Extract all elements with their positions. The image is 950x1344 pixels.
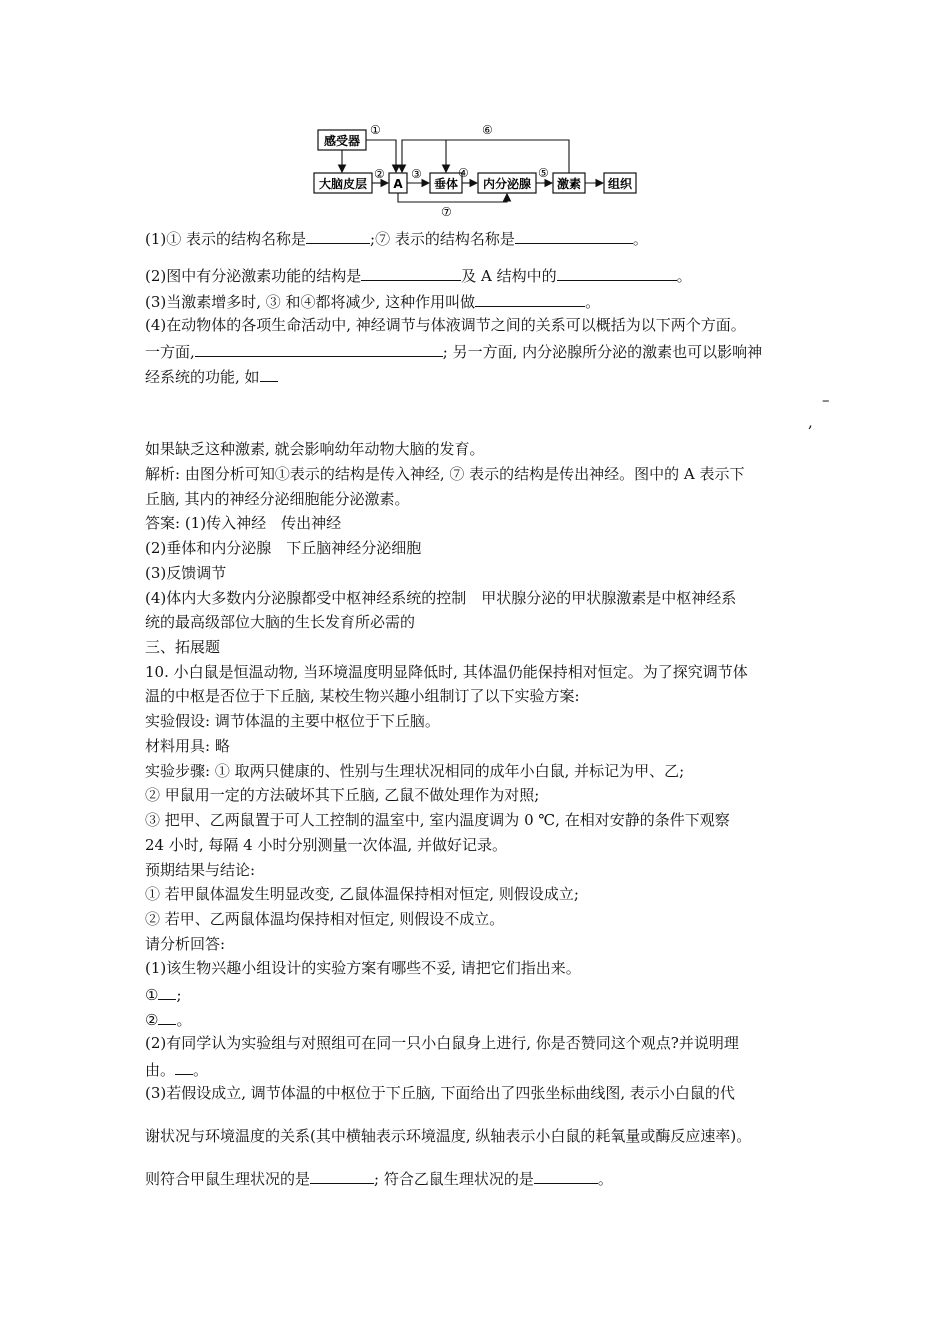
label-4: ④ xyxy=(458,166,469,180)
q9-p4-text-c: ; 另一方面, 内分泌腺所分泌的激素也可以影响神 xyxy=(442,343,763,361)
q10-line15 xyxy=(145,1007,191,1031)
q10-l17-text-b: 。 xyxy=(193,1061,209,1079)
q10-line3: 实验假设: 调节体温的主要中枢位于下丘脑。 xyxy=(145,712,440,730)
answer-line2: (2)垂体和内分泌腺 下丘脑神经分泌细胞 xyxy=(145,539,422,557)
answer-line4a: (4)体内大多数内分泌腺都受中枢神经系统的控制 甲状腺分泌的甲状腺激素是中枢神经系 xyxy=(145,589,737,607)
q9-part2 xyxy=(145,263,692,287)
label-3: ③ xyxy=(411,167,422,181)
answer-blank[interactable] xyxy=(158,1007,176,1025)
q10-line4: 材料用具: 略 xyxy=(145,737,230,755)
answer-line4b: 统的最高级部位大脑的生长发育所必需的 xyxy=(145,613,416,631)
q9-part3 xyxy=(145,289,600,313)
q10-line13: (1)该生物兴趣小组设计的实验方案有哪些不妥, 请把它们指出来。 xyxy=(145,959,581,977)
q10-line7: ③ 把甲、乙两鼠置于可人工控制的温室中, 室内温度调为 0 ℃, 在相对安静的条件下观察 xyxy=(145,811,730,829)
q9-part4-line3 xyxy=(145,364,278,388)
q9-p1-text-c: 。 xyxy=(632,230,648,248)
stray-dash-mark: – xyxy=(822,391,830,409)
q9-p1-text-b: ;⑦ 表示的结构名称是 xyxy=(370,230,515,248)
stray-comma-mark: , xyxy=(808,413,813,431)
label-7: ⑦ xyxy=(441,205,452,219)
q10-line12: 请分析回答: xyxy=(145,935,226,953)
q10-line17 xyxy=(145,1057,208,1081)
q9-p3-text-a: (3)当激素增多时, ③ 和④都将减少, 这种作用叫做 xyxy=(145,293,476,311)
tissue-label: 组织 xyxy=(607,177,633,191)
answer-blank[interactable] xyxy=(515,226,633,244)
answer-blank[interactable] xyxy=(534,1166,598,1184)
analysis-line2: 丘脑, 其内的神经分泌细胞能分泌激素。 xyxy=(145,490,410,508)
q9-p2-text-b: 及 A 结构中的 xyxy=(461,267,557,285)
q10-l17-text-a: 由。 xyxy=(145,1061,176,1079)
a-label: A xyxy=(393,177,403,191)
q10-line2: 温的中枢是否位于下丘脑, 某校生物兴趣小组制订了以下实验方案: xyxy=(145,687,580,705)
answer-line1: 答案: (1)传入神经 传出神经 xyxy=(145,514,342,532)
receptor-label: 感受器 xyxy=(323,134,361,148)
q10-line9: 预期结果与结论: xyxy=(145,861,256,879)
q9-part1 xyxy=(145,226,648,250)
arrow-7 xyxy=(398,193,507,202)
q9-part4-line2 xyxy=(145,339,762,363)
answer-blank[interactable] xyxy=(195,339,443,357)
q10-l14-text-b: ; xyxy=(176,986,182,1004)
q10-line20 xyxy=(145,1166,613,1190)
label-6: ⑥ xyxy=(482,123,493,137)
q9-part4-line1: (4)在动物体的各项生命活动中, 神经调节与体液调节之间的关系可以概括为以下两个方面。 xyxy=(145,316,746,334)
q10-l15-text-b: 。 xyxy=(176,1011,192,1029)
cortex-label: 大脑皮层 xyxy=(318,177,368,191)
analysis-line1: 解析: 由图分析可知①表示的结构是传入神经, ⑦ 表示的结构是传出神经。图中的 A 表示下 xyxy=(145,465,745,483)
q10-line16: (2)有同学认为实验组与对照组可在同一只小白鼠身上进行, 你是否赞同这个观点?并说明理 xyxy=(145,1034,739,1052)
q10-line1: 10. 小白鼠是恒温动物, 当环境温度明显降低时, 其体温仍能保持相对恒定。为了探究调节体 xyxy=(145,663,748,681)
answer-blank[interactable] xyxy=(361,263,461,281)
q9-p4-text-b: 一方面, xyxy=(145,343,195,361)
answer-line3: (3)反馈调节 xyxy=(145,564,227,582)
pituitary-label: 垂体 xyxy=(433,177,459,191)
q10-line5: 实验步骤: ① 取两只健康的、性别与生理状况相同的成年小白鼠, 并标记为甲、乙; xyxy=(145,762,685,780)
label-1: ① xyxy=(370,123,381,137)
q10-line19: 谢状况与环境温度的关系(其中横轴表示环境温度, 纵轴表示小白鼠的耗氧量或酶反应速率)。 xyxy=(145,1127,752,1145)
q10-line14 xyxy=(145,982,182,1006)
label-5: ⑤ xyxy=(538,166,549,180)
q10-line18: (3)若假设成立, 调节体温的中枢位于下丘脑, 下面给出了四张坐标曲线图, 表示小白鼠的代 xyxy=(145,1084,735,1102)
answer-blank[interactable] xyxy=(557,263,677,281)
hormone-label: 激素 xyxy=(556,177,582,191)
q10-l14-text-a: ① xyxy=(145,986,159,1004)
q9-p2-text-a: (2)图中有分泌激素功能的结构是 xyxy=(145,267,362,285)
label-2: ② xyxy=(374,167,385,181)
q10-l20-text-a: 则符合甲鼠生理状况的是 xyxy=(145,1170,311,1188)
q9-p3-text-b: 。 xyxy=(585,293,601,311)
q10-line10: ① 若甲鼠体温发生明显改变, 乙鼠体温保持相对恒定, 则假设成立; xyxy=(145,885,579,903)
q9-p2-text-c: 。 xyxy=(676,267,692,285)
q9-p1-text-a: (1)① 表示的结构名称是 xyxy=(145,230,307,248)
q10-l20-text-b: ; 符合乙鼠生理状况的是 xyxy=(374,1170,534,1188)
q10-line8: 24 小时, 每隔 4 小时分别测量一次体温, 并做好记录。 xyxy=(145,836,508,854)
answer-blank[interactable] xyxy=(260,364,278,382)
answer-blank[interactable] xyxy=(310,1166,374,1184)
gland-label: 内分泌腺 xyxy=(482,177,532,191)
answer-blank[interactable] xyxy=(158,982,176,1000)
section-title: 三、拓展题 xyxy=(145,638,221,656)
q10-l20-text-c: 。 xyxy=(597,1170,613,1188)
q9-p4-text-d: 经系统的功能, 如 xyxy=(145,368,260,386)
q9-part4-line4: 如果缺乏这种激素, 就会影响幼年动物大脑的发育。 xyxy=(145,440,485,458)
answer-blank[interactable] xyxy=(175,1057,193,1075)
q10-line6: ② 甲鼠用一定的方法破坏其下丘脑, 乙鼠不做处理作为对照; xyxy=(145,786,540,804)
regulation-flow-diagram xyxy=(310,118,650,220)
q10-l15-text-a: ② xyxy=(145,1011,159,1029)
answer-blank[interactable] xyxy=(475,289,585,307)
answer-blank[interactable] xyxy=(306,226,370,244)
q10-line11: ② 若甲、乙两鼠体温均保持相对恒定, 则假设不成立。 xyxy=(145,910,505,928)
